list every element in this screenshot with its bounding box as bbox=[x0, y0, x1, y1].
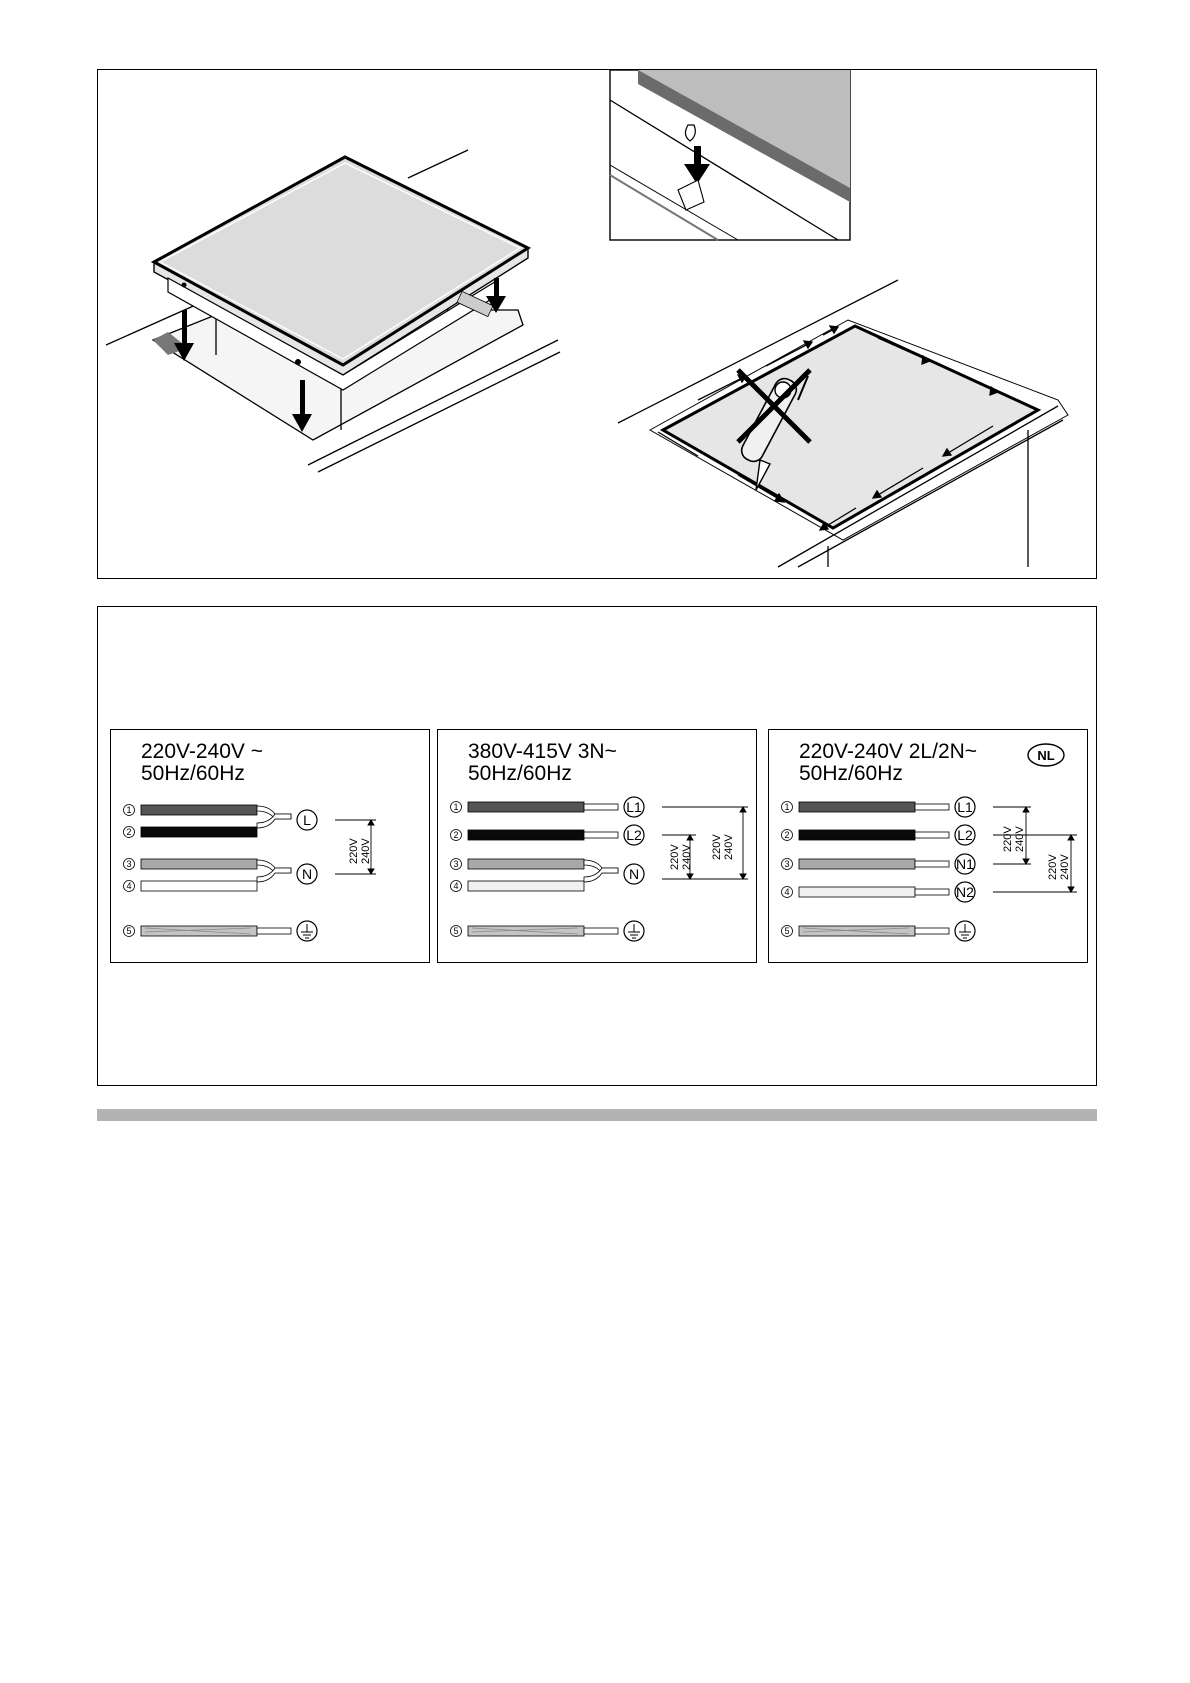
svg-text:N1: N1 bbox=[956, 856, 974, 872]
terminal-N bbox=[297, 864, 317, 884]
voltage-label: 220V bbox=[1047, 854, 1059, 880]
svg-text:L1: L1 bbox=[626, 799, 642, 815]
wiring-panel-two-phase-nl bbox=[768, 729, 1088, 963]
svg-text:NL: NL bbox=[1037, 748, 1055, 763]
wiring-panel-three-phase bbox=[437, 729, 757, 963]
ground-icon bbox=[297, 921, 317, 941]
voltage-label: 240V bbox=[681, 844, 693, 870]
terminal-L bbox=[297, 810, 317, 830]
wire-number: 5 bbox=[784, 926, 790, 936]
clip-detail-inset bbox=[610, 70, 850, 240]
wire-number: 2 bbox=[126, 827, 132, 837]
wire-cables bbox=[799, 802, 949, 936]
wiring-figure bbox=[97, 606, 1097, 1086]
wire-number: 4 bbox=[784, 887, 790, 897]
installation-figure bbox=[97, 69, 1097, 579]
wire-number: 3 bbox=[784, 859, 790, 869]
panel-title-line2: 50Hz/60Hz bbox=[468, 762, 572, 785]
svg-text:L1: L1 bbox=[957, 799, 973, 815]
wire-number: 2 bbox=[453, 830, 459, 840]
terminal-N1 bbox=[955, 854, 975, 874]
voltage-label: 220V bbox=[711, 834, 723, 860]
cooktop-right bbox=[663, 326, 1038, 528]
terminal-N bbox=[624, 864, 644, 884]
voltage-label: 220V bbox=[1002, 826, 1014, 852]
voltage-label: 240V bbox=[1059, 854, 1071, 880]
ground-icon bbox=[955, 921, 975, 941]
wire-number: 1 bbox=[784, 802, 790, 812]
panel-title-line1: 220V-240V 2L/2N~ bbox=[799, 740, 978, 763]
voltage-label: 240V bbox=[360, 838, 372, 864]
terminal-L1 bbox=[624, 797, 644, 817]
voltage-label: 220V bbox=[669, 844, 681, 870]
wire-number: 1 bbox=[453, 802, 459, 812]
wiring-panel-single-phase bbox=[110, 729, 430, 963]
wire-number: 2 bbox=[784, 830, 790, 840]
wire-number-markers bbox=[782, 802, 793, 937]
wire-number: 5 bbox=[453, 926, 459, 936]
wire-cables bbox=[141, 805, 291, 936]
installation-illustration bbox=[98, 70, 1098, 580]
ground-icon bbox=[624, 921, 644, 941]
panel-title-line2: 50Hz/60Hz bbox=[799, 762, 903, 785]
terminal-L1 bbox=[955, 797, 975, 817]
wire-cables bbox=[468, 802, 618, 936]
terminal-L2 bbox=[624, 825, 644, 845]
svg-text:L: L bbox=[303, 812, 311, 828]
wire-number-markers bbox=[451, 802, 462, 937]
country-badge-nl bbox=[1028, 744, 1064, 766]
svg-text:N2: N2 bbox=[956, 884, 974, 900]
wire-number: 3 bbox=[126, 859, 132, 869]
terminal-L2 bbox=[955, 825, 975, 845]
svg-text:N: N bbox=[301, 866, 313, 882]
terminal-N2 bbox=[955, 882, 975, 902]
wire-number: 4 bbox=[126, 881, 132, 891]
wire-number: 5 bbox=[126, 926, 132, 936]
wire-number: 1 bbox=[126, 805, 132, 815]
wire-number: 3 bbox=[453, 859, 459, 869]
section-divider-bar bbox=[97, 1109, 1097, 1121]
voltage-label: 220V bbox=[348, 838, 360, 864]
panel-title-line1: 220V-240V ~ bbox=[141, 740, 264, 763]
svg-text:L2: L2 bbox=[957, 827, 973, 843]
svg-text:L2: L2 bbox=[626, 827, 642, 843]
wire-number: 4 bbox=[453, 881, 459, 891]
panel-title-line2: 50Hz/60Hz bbox=[141, 762, 245, 785]
voltage-label: 240V bbox=[723, 834, 735, 860]
panel-title-line1: 380V-415V 3N~ bbox=[468, 740, 617, 763]
voltage-label: 240V bbox=[1014, 826, 1026, 852]
svg-text:N: N bbox=[628, 866, 640, 882]
wire-number-markers bbox=[124, 805, 135, 937]
